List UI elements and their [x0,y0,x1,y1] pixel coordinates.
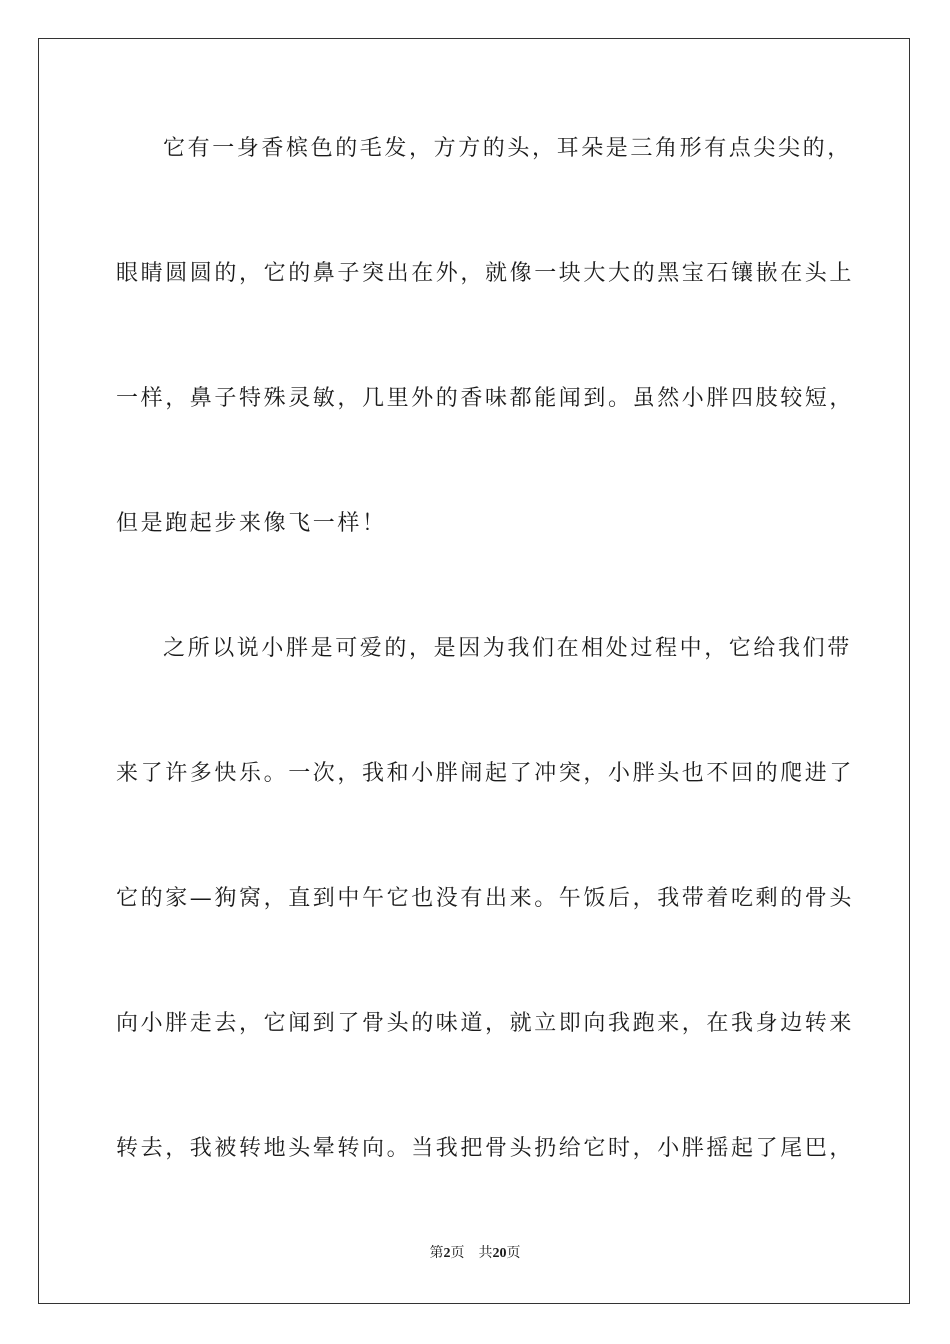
text-line: 来了许多快乐。一次，我和小胖闹起了冲突，小胖头也不回的爬进了 [116,761,855,786]
page-footer [0,1245,950,1263]
text-line: 之所以说小胖是可爱的，是因为我们在相处过程中，它给我们带 [163,636,852,661]
footer-page-prefix: 第 [429,1246,444,1261]
text-line: 转去，我被转地头晕转向。当我把骨头扔给它时，小胖摇起了尾巴， [116,1136,855,1161]
text-line: 眼睛圆圆的，它的鼻子突出在外，就像一块大大的黑宝石镶嵌在头上 [116,261,855,286]
footer-total-suffix: 页 [506,1246,521,1261]
text-line: 它的家—狗窝，直到中午它也没有出来。午饭后，我带着吃剩的骨头 [116,886,855,911]
footer-total-prefix: 共 [478,1246,493,1261]
footer-page-number: 2 [443,1246,451,1261]
text-line: 它有一身香槟色的毛发，方方的头，耳朵是三角形有点尖尖的， [163,136,852,161]
text-line: 但是跑起步来像飞一样！ [116,511,387,536]
text-line: 向小胖走去，它闻到了骨头的味道，就立即向我跑来，在我身边转来 [116,1011,855,1036]
footer-page-suffix: 页 [450,1246,465,1261]
text-line: 一样，鼻子特殊灵敏，几里外的香味都能闻到。虽然小胖四肢较短， [116,386,855,411]
footer-total-pages: 20 [492,1246,507,1261]
page-border [38,38,910,1304]
